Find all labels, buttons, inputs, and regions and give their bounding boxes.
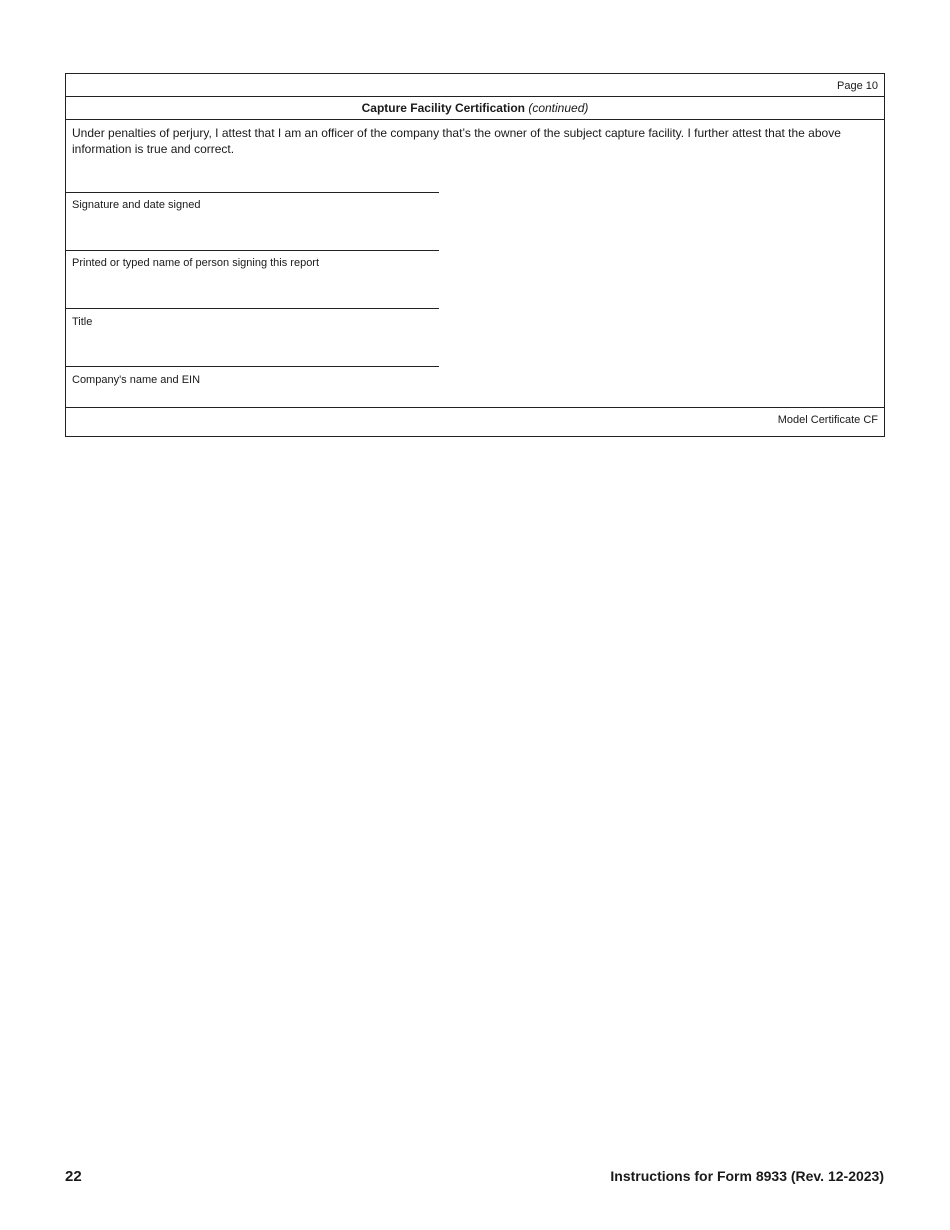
page-label-row	[66, 74, 884, 97]
printed-name-label: Printed or typed name of person signing this report	[72, 257, 320, 269]
document-title: Instructions for Form 8933 (Rev. 12-2023)	[610, 1168, 884, 1184]
page-label: Page 10	[837, 80, 878, 92]
signature-label: Signature and date signed	[72, 199, 201, 211]
title-label: Title	[72, 316, 93, 328]
form-title	[66, 97, 884, 120]
title-line[interactable]	[66, 308, 439, 309]
signature-line[interactable]	[66, 192, 439, 193]
printed-name-line[interactable]	[66, 250, 439, 251]
form-title-main: Capture Facility Certification	[361, 101, 525, 115]
model-certificate-label: Model Certificate CF	[777, 414, 878, 426]
page-number: 22	[65, 1168, 82, 1185]
attestation-text: Under penalties of perjury, I attest that I am an officer of the company that’s the owner of the subject capture facility. I further attest that the above information is true and correct.	[72, 126, 841, 156]
form-footer-row	[66, 407, 884, 437]
company-label: Company's name and EIN	[72, 374, 201, 386]
company-line[interactable]	[66, 366, 439, 367]
form-title-continued: (continued)	[528, 101, 589, 115]
certification-form	[65, 73, 885, 437]
